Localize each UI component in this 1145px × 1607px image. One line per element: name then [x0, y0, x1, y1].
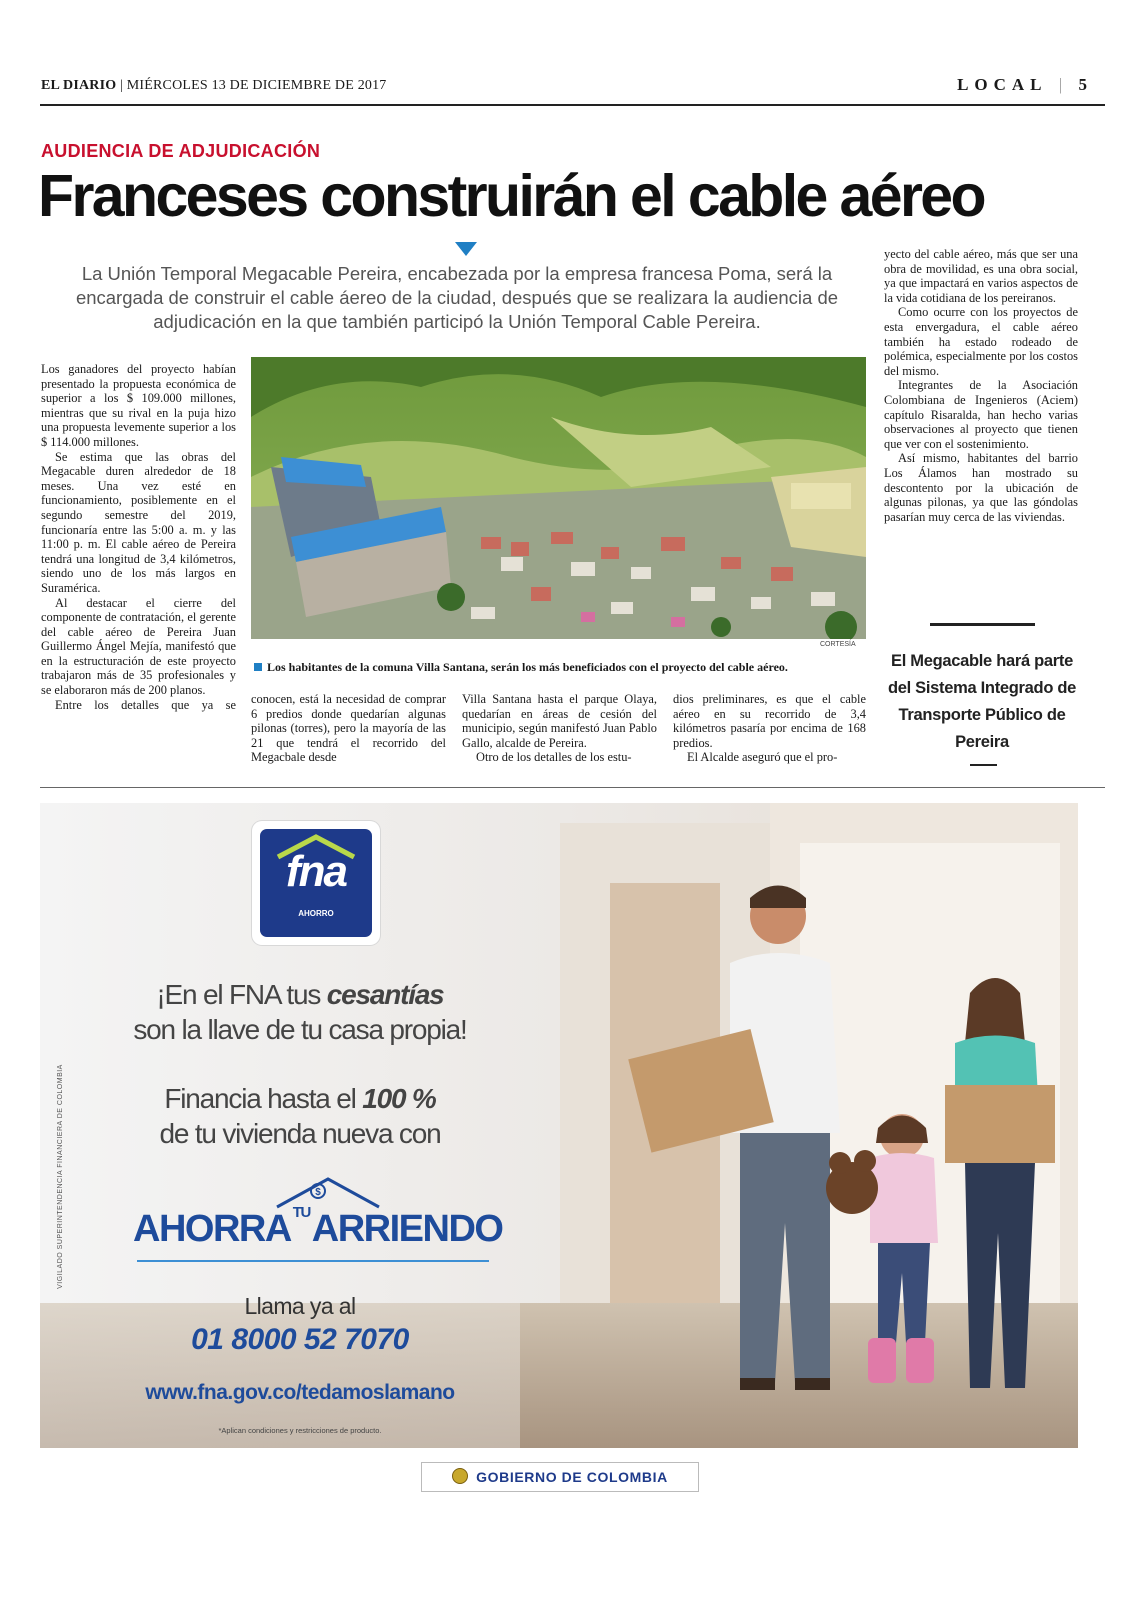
call-to-action: Llama ya al	[244, 1293, 356, 1319]
fna-advertisement[interactable]	[40, 803, 1078, 1448]
colombia-seal-icon	[452, 1468, 468, 1484]
fna-logo-badge	[260, 829, 372, 937]
ad-subhead-line-1	[120, 1083, 480, 1115]
triangle-marker-icon	[455, 242, 477, 256]
pullquote-rule-top	[930, 623, 1035, 626]
paragraph: Así mismo, habitantes del barrio Los Álamos han mostrado su descontento por la ubicación de algunas pilonas, ya que las góndolas pasarían muy cerca de las viviendas.	[884, 451, 1078, 524]
article-headline: Franceses construirán el cable aéreo	[38, 163, 984, 229]
ad-headline-line-1	[120, 979, 480, 1011]
article-column-1	[41, 362, 236, 712]
article-column-4	[673, 692, 866, 765]
fna-logo	[252, 821, 380, 945]
phone-number[interactable]: 01 8000 52 7070	[191, 1323, 409, 1356]
paper-name: EL DIARIO	[41, 78, 117, 93]
article-lede: La Unión Temporal Megacable Pereira, encabezada por la empresa francesa Poma, será la encargada de construir el cable áereo de la ciudad, después que se realizara la audiencia de adjudicación en la que también participó la Unión Temporal Cable Pereira.	[75, 263, 839, 332]
paragraph: Al destacar el cierre del componente de contratación, el gerente del cable aéreo de Pereira Juan Guillermo Ángel Mejía, manifestó que en la estructuración de este proyecto trabajaron más de 35 profesionales y se elaboraron más de 200 planos.	[41, 595, 236, 698]
caption-square-icon	[254, 663, 262, 671]
paragraph: Integrantes de la Asociación Colombiana de Ingenieros (Aciem) capítulo Risaralda, han hecho varias observaciones al proyecto que tienen que ver con el sostenimiento.	[884, 378, 1078, 451]
house-outline-icon	[273, 1175, 383, 1209]
ad-emphasis: cesantías	[326, 979, 444, 1010]
ad-text: ¡En el FNA tus	[156, 979, 327, 1010]
paragraph: Los ganadores del proyecto habían presentado la propuesta económica de superior a los $ 109.000 millones, mientras que su rival en la puja hizo una propuesta levemente superior a los $ 114.000 millones.	[41, 362, 236, 449]
svg-text:$: $	[315, 1187, 321, 1198]
photo-credit: CORTESÍA	[820, 641, 856, 648]
pullquote: El Megacable hará parte del Sistema Integrado de Transporte Público de Pereira	[887, 652, 1077, 751]
header-rule	[40, 104, 1105, 106]
masthead-dateline	[41, 78, 387, 94]
ad-emphasis: 100 %	[362, 1083, 436, 1114]
section-name: LOCAL	[957, 75, 1047, 94]
paragraph: Otro de los detalles de los estu-	[476, 750, 632, 765]
paragraph: dios preliminares, es que el cable aéreo en su recorrido de 3,4 kilómetros pasaría por encima de 168 predios.	[673, 692, 866, 750]
paragraph: yecto del cable aéreo, más que ser una obra de movilidad, es una obra social, ya que impactará en varios aspectos de la vida cotidiana de los pereiranos.	[884, 247, 1078, 305]
website-link[interactable]: www.fna.gov.co/tedamoslamano	[145, 1381, 455, 1404]
paragraph: Se estima que las obras del Megacable duren alrededor de 18 meses. Una vez esté en funcionamiento, posiblemente en el segundo semestre del 2019, funcionaría entre las 5:00 a. m. y las 11:00 p. m. El cable aéreo de Pereira tendrá una longitud de 3,4 kilómetros, siendo uno de los más largos en Suramérica.	[41, 449, 236, 595]
logo-text: fna	[286, 847, 346, 896]
issue-date: MIÉRCOLES 13 DE DICIEMBRE DE 2017	[126, 78, 387, 93]
government-footer	[421, 1462, 699, 1492]
paragraph: Entre los detalles que ya se	[55, 697, 236, 712]
article-bottom-rule	[40, 787, 1105, 788]
brand-part-tu: TU	[292, 1204, 310, 1221]
photo-caption	[254, 660, 788, 675]
brand-underline	[137, 1260, 489, 1262]
ahorra-tu-arriendo-brand	[133, 1204, 503, 1251]
pullquote-rule-bottom	[970, 764, 997, 766]
caption-text: Los habitantes de la comuna Villa Santana, serán los más beneficiados con el proyecto del cable aéreo.	[267, 660, 788, 674]
article-column-right	[884, 247, 1078, 524]
paragraph: El Alcalde aseguró que el pro-	[687, 750, 838, 765]
article-photo	[251, 357, 866, 639]
section-label	[957, 75, 1087, 95]
brand-part-1: AHORRA	[133, 1208, 291, 1250]
article-column-2	[251, 692, 446, 765]
separator: |	[1058, 75, 1063, 94]
page-number: 5	[1078, 75, 1087, 94]
ad-conditions: *Aplican condiciones y restricciones de producto.	[218, 1426, 382, 1435]
article-kicker: AUDIENCIA DE ADJUDICACIÓN	[41, 141, 321, 161]
article-column-3	[462, 692, 657, 765]
paragraph: Como ocurre con los proyectos de esta envergadura, el cable aéreo también ha estado rodeado de polémica, especialmente por los costos del mismo.	[884, 305, 1078, 378]
government-label: GOBIERNO DE COLOMBIA	[476, 1469, 668, 1485]
paragraph: conocen, está la necesidad de comprar 6 predios donde quedarían algunas pilonas (torres), pero la mayoría de las 21 que tendrá el recorrido del Megacbale desde	[251, 692, 446, 765]
ad-text: Financia hasta el	[164, 1083, 363, 1114]
vigilado-notice: VIGILADO SUPERINTENDENCIA FINANCIERA DE COLOMBIA	[56, 1064, 64, 1289]
separator: |	[120, 78, 127, 93]
brand-part-2: ARRIENDO	[311, 1208, 503, 1250]
ad-subhead-line-2: de tu vivienda nueva con	[159, 1118, 441, 1149]
logo-subtitle: AHORRO	[298, 909, 334, 918]
ad-headline-line-2: son la llave de tu casa propia!	[133, 1014, 467, 1045]
paragraph: Villa Santana hasta el parque Olaya, quedarían en áreas de cesión del municipio, según manifestó Juan Pablo Gallo, alcalde de Pereira.	[462, 692, 657, 750]
